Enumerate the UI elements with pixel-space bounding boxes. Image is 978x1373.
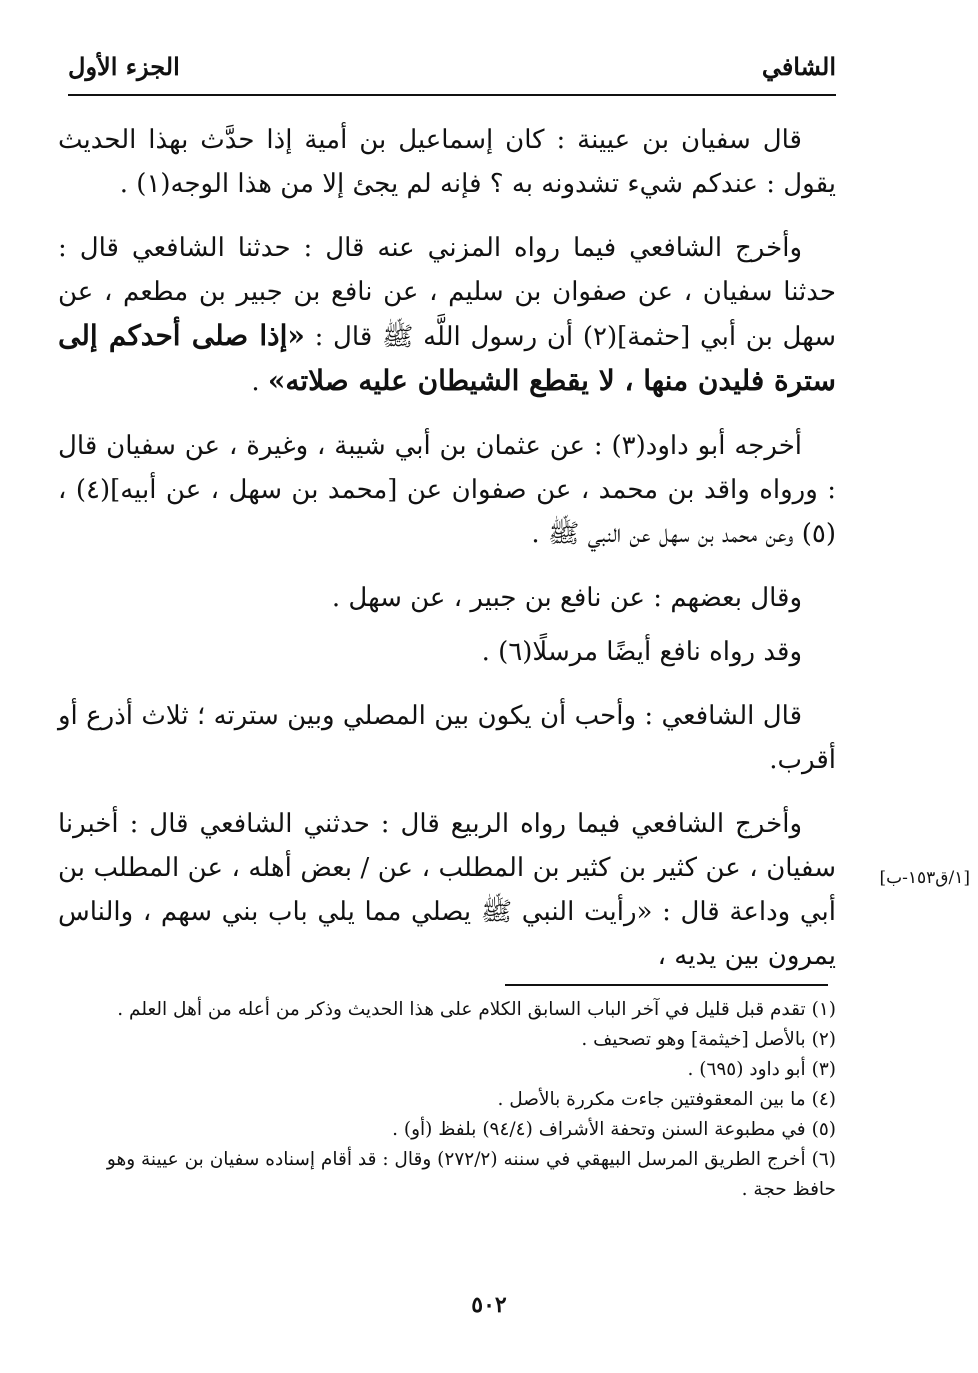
manuscript-folio-marker: [١/ق١٥٣-ب] <box>879 868 970 888</box>
footnote-number: (٥) <box>811 1119 836 1140</box>
footnote-number: (٢) <box>811 1029 836 1050</box>
running-header <box>68 44 836 96</box>
book-title: الشافي <box>761 52 836 81</box>
paragraph-3: أخرجه أبو داود(٣) : عن عثمان بن أبي شيبة ، وغيرة ، عن سفيان قال : ورواه واقد بن محمد ، عن صفوان عن [محمد بن سهل ، عن أبيه](٤) ، (٥) وعن محمد بن سهل عن النبي ﷺ . <box>58 431 836 549</box>
footnote-6 <box>70 1145 836 1205</box>
footnote-2 <box>70 1025 836 1055</box>
footnote-text: بالأصل [خيثمة] وهو تصحيف . <box>581 1029 806 1050</box>
footnote-text: ما بين المعقوفتين جاءت مكررة بالأصل . <box>497 1089 806 1110</box>
hadith-text: «إذا صلى أحدكم إلى سترة فليدن منها ، لا يقطع الشيطان عليه صلاته» <box>58 319 836 397</box>
main-text <box>58 118 836 998</box>
paragraph-2-intro: وأخرج الشافعي فيما رواه المزني عنه قال : حدثنا الشافعي قال : حدثنا سفيان ، عن صفوان بن سليم ، عن نافع بن جبير بن مطعم ، عن سهل بن أبي [حثمة](٢) أن رسول اللَّه ﷺ قال : <box>58 233 836 352</box>
footnotes <box>70 995 836 1205</box>
footnote-number: (٦) <box>811 1149 836 1170</box>
footnote-text: تقدم قبل قليل في آخر الباب السابق الكلام على هذا الحديث وذكر من أعله من أهل العلم . <box>117 999 806 1020</box>
volume-label: الجزء الأول <box>68 52 180 81</box>
paragraph-2-end: . <box>251 367 268 397</box>
paragraph-1: قال سفيان بن عيينة : كان إسماعيل بن أمية إذا حدَّث بهذا الحديث يقول : عندكم شيء تشدونه به ؟ فإنه لم يجئ إلا من هذا الوجه(١) . <box>58 125 836 199</box>
footnote-text: أبو داود (٦٩٥) . <box>687 1059 806 1080</box>
footnote-text: أخرج الطريق المرسل البيهقي في سننه (٢٧٢/٢) وقال : قد أقام إسناده سفيان بن عيينة وهو حافظ حجة . <box>106 1149 836 1200</box>
paragraph-6: قال الشافعي : وأحب أن يكون بين المصلي وبين سترته ؛ ثلاث أذرع أو أقرب. <box>58 701 836 775</box>
paragraph-2 <box>58 226 836 404</box>
paragraph-4: وقال بعضهم : عن نافع بن جبير ، عن سهل . <box>331 583 802 613</box>
footnote-text: في مطبوعة السنن وتحفة الأشراف (٩٤/٤) بلفظ (أو) . <box>392 1119 806 1140</box>
footnote-3 <box>70 1055 836 1085</box>
footnote-number: (١) <box>811 999 836 1020</box>
footnote-separator <box>505 984 828 986</box>
footnote-number: (٤) <box>811 1089 836 1110</box>
footnote-1 <box>70 995 836 1025</box>
page-number: ٥٠٢ <box>471 1292 507 1318</box>
footnote-number: (٣) <box>811 1059 836 1080</box>
paragraph-7: وأخرج الشافعي فيما رواه الربيع قال : حدثني الشافعي قال : أخبرنا سفيان ، عن كثير بن كثير بن المطلب ، عن / بعض أهله ، عن المطلب بن أبي وداعة قال : «رأيت النبي ﷺ يصلي مما يلي باب بني سهم ، والناس يمرون بين يديه ، <box>58 809 836 971</box>
footnote-4 <box>70 1085 836 1115</box>
paragraph-5: وقد رواه نافع أيضًا مرسلًا(٦) . <box>481 637 802 667</box>
footnote-5 <box>70 1115 836 1145</box>
